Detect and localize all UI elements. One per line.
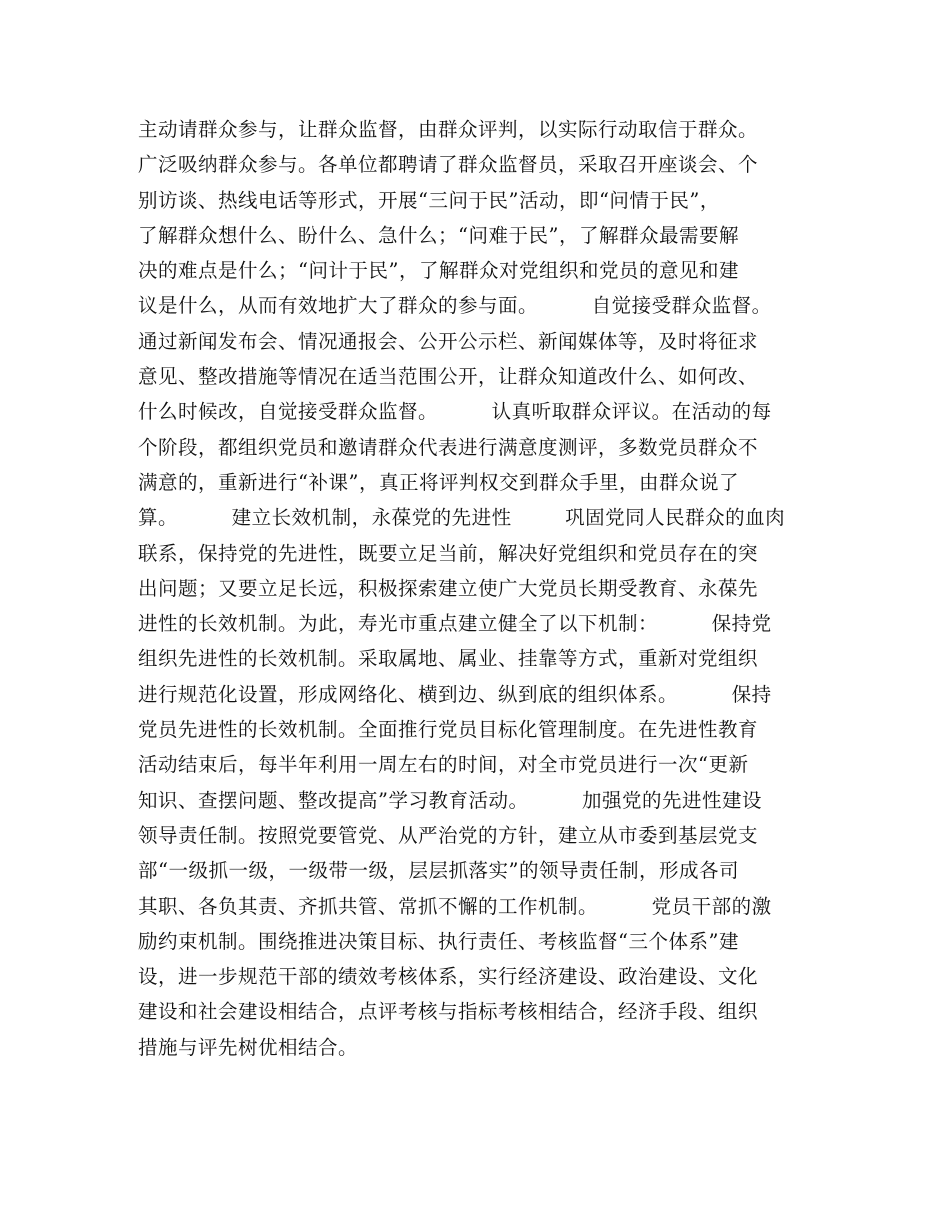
text-line: 措施与评先树优相结合。 [138, 1035, 359, 1059]
body-paragraph [138, 112, 814, 1065]
text-line: 励约束机制。围绕推进决策目标、执行责任、考核监督“三个体系”建 [138, 929, 739, 953]
text-line: 别访谈、热线电话等形式，开展“三问于民”活动，即“问情于民”， [138, 188, 720, 212]
text-line: 广泛吸纳群众参与。各单位都聘请了群众监督员，采取召开座谈会、个 [138, 153, 759, 177]
text-line: 进行规范化设置，形成网络化、横到边、纵到底的组织体系。 保持 [138, 682, 772, 706]
text-line: 党员先进性的长效机制。全面推行党员目标化管理制度。在先进性教育 [138, 718, 759, 742]
text-line: 了解群众想什么、盼什么、急什么；“问难于民”，了解群众最需要解 [138, 223, 739, 247]
text-line: 满意的，重新进行“补课”，真正将评判权交到群众手里，由群众说了 [138, 470, 739, 494]
text-line: 议是什么，从而有效地扩大了群众的参与面。 自觉接受群众监督。 [138, 294, 772, 318]
text-line: 知识、查摆问题、整改提高”学习教育活动。 加强党的先进性建设 [138, 788, 763, 812]
text-line: 设，进一步规范干部的绩效考核体系，实行经济建设、政治建设、文化 [138, 965, 759, 989]
text-line: 联系，保持党的先进性，既要立足当前，解决好党组织和党员存在的突 [138, 541, 759, 565]
text-line: 领导责任制。按照党要管党、从严治党的方针，建立从市委到基层党支 [138, 823, 759, 847]
text-line: 算。 建立长效机制，永葆党的先进性 巩固党同人民群众的血肉 [138, 506, 786, 530]
text-line: 通过新闻发布会、情况通报会、公开公示栏、新闻媒体等，及时将征求 [138, 329, 759, 353]
text-line: 活动结束后，每半年利用一周左右的时间，对全市党员进行一次“更新 [138, 753, 749, 777]
text-line: 建设和社会建设相结合，点评考核与指标考核相结合，经济手段、组织 [138, 1000, 759, 1024]
text-line: 主动请群众参与，让群众监督，由群众评判，以实际行动取信于群众。 [138, 118, 759, 141]
text-line: 其职、各负其责、齐抓共管、常抓不懈的工作机制。 党员干部的激 [138, 894, 772, 918]
text-line: 个阶段，都组织党员和邀请群众代表进行满意度测评，多数党员群众不 [138, 435, 759, 459]
text-line: 什么时候改，自觉接受群众监督。 认真听取群众评议。在活动的每 [138, 400, 772, 424]
text-line: 进性的长效机制。为此，寿光市重点建立健全了以下机制： 保持党 [138, 612, 772, 636]
text-line: 出问题；又要立足长远，积极探索建立使广大党员长期受教育、永葆先 [138, 576, 759, 600]
text-line: 组织先进性的长效机制。采取属地、属业、挂靠等方式，重新对党组织 [138, 647, 759, 671]
text-line: 决的难点是什么；“问计于民”，了解群众对党组织和党员的意见和建 [138, 259, 739, 283]
text-line: 部“一级抓一级，一级带一级，层层抓落实”的领导责任制，形成各司 [138, 859, 739, 883]
text-line: 意见、整改措施等情况在适当范围公开，让群众知道改什么、如何改、 [138, 365, 759, 389]
